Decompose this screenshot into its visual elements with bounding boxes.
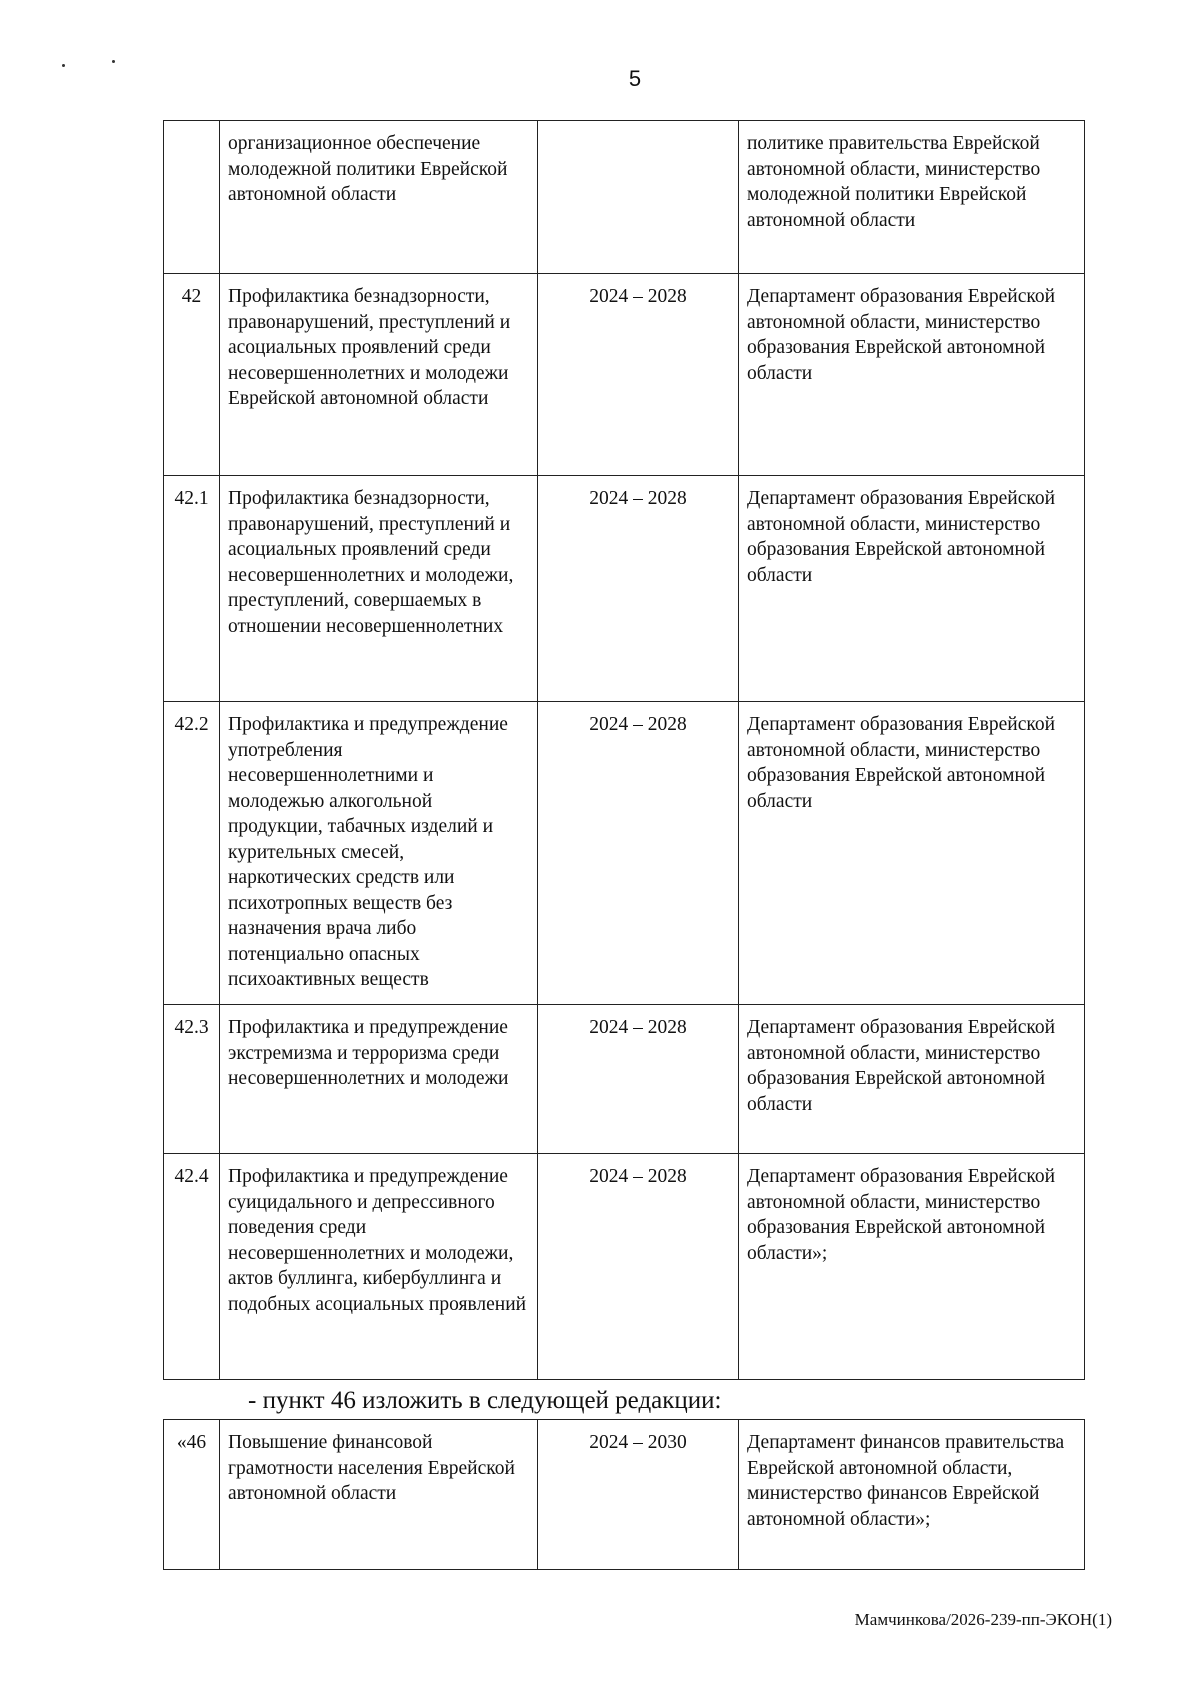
document-reference: Мамчинкова/2026-239-пп-ЭКОН(1) (854, 1610, 1112, 1629)
measure-text: Профилактика и предупреждение суицидального и депрессивного поведения среди несовершеннолетних и молодежи, актов буллинга, кибербуллинга и подобных асоциальных проявлений (220, 1154, 538, 1380)
row-number: 42 (164, 274, 220, 476)
amendment-instruction: - пункт 46 изложить в следующей редакции: (248, 1387, 722, 1414)
period: 2024 – 2028 (538, 476, 739, 702)
item-46-table (163, 1419, 1085, 1570)
period: 2024 – 2028 (538, 1154, 739, 1380)
table-row (164, 1420, 1085, 1570)
row-number: 42.3 (164, 1005, 220, 1154)
period (538, 121, 739, 274)
measure-text: Профилактика и предупреждение употребления несовершеннолетними и молодежью алкогольной продукции, табачных изделий и курительных смесей, наркотических средств или психотропных веществ без назначения врача либо потенциально опасных психоактивных веществ (220, 702, 538, 1005)
table-row (164, 1005, 1085, 1154)
measure-text: Профилактика безнадзорности, правонарушений, преступлений и асоциальных проявлений среди несовершеннолетних и молодежи Еврейской автономной области (220, 274, 538, 476)
period: 2024 – 2028 (538, 702, 739, 1005)
responsible: Департамент образования Еврейской автономной области, министерство образования Еврейской автономной области»; (739, 1154, 1085, 1380)
page-number: 5 (628, 66, 642, 91)
period: 2024 – 2028 (538, 274, 739, 476)
period: 2024 – 2030 (538, 1420, 739, 1570)
measure-text: Повышение финансовой грамотности населения Еврейской автономной области (220, 1420, 538, 1570)
row-number (164, 121, 220, 274)
responsible: политике правительства Еврейской автономной области, министерство молодежной политики Еврейской автономной области (739, 121, 1085, 274)
row-number: 42.4 (164, 1154, 220, 1380)
responsible: Департамент образования Еврейской автономной области, министерство образования Еврейской автономной области (739, 1005, 1085, 1154)
row-number: «46 (164, 1420, 220, 1570)
measures-table (163, 120, 1085, 1380)
table-row (164, 1154, 1085, 1380)
scan-speck (112, 60, 115, 63)
period: 2024 – 2028 (538, 1005, 739, 1154)
table-row (164, 702, 1085, 1005)
table-row (164, 476, 1085, 702)
measure-text: организационное обеспечение молодежной политики Еврейской автономной области (220, 121, 538, 274)
responsible: Департамент образования Еврейской автономной области, министерство образования Еврейской автономной области (739, 476, 1085, 702)
responsible: Департамент финансов правительства Еврейской автономной области, министерство финансов Еврейской автономной области»; (739, 1420, 1085, 1570)
responsible: Департамент образования Еврейской автономной области, министерство образования Еврейской автономной области (739, 274, 1085, 476)
measure-text: Профилактика и предупреждение экстремизма и терроризма среди несовершеннолетних и молодежи (220, 1005, 538, 1154)
table-row (164, 274, 1085, 476)
measure-text: Профилактика безнадзорности, правонарушений, преступлений и асоциальных проявлений среди несовершеннолетних и молодежи, преступлений, совершаемых в отношении несовершеннолетних (220, 476, 538, 702)
row-number: 42.2 (164, 702, 220, 1005)
row-number: 42.1 (164, 476, 220, 702)
table-row (164, 121, 1085, 274)
responsible: Департамент образования Еврейской автономной области, министерство образования Еврейской автономной области (739, 702, 1085, 1005)
